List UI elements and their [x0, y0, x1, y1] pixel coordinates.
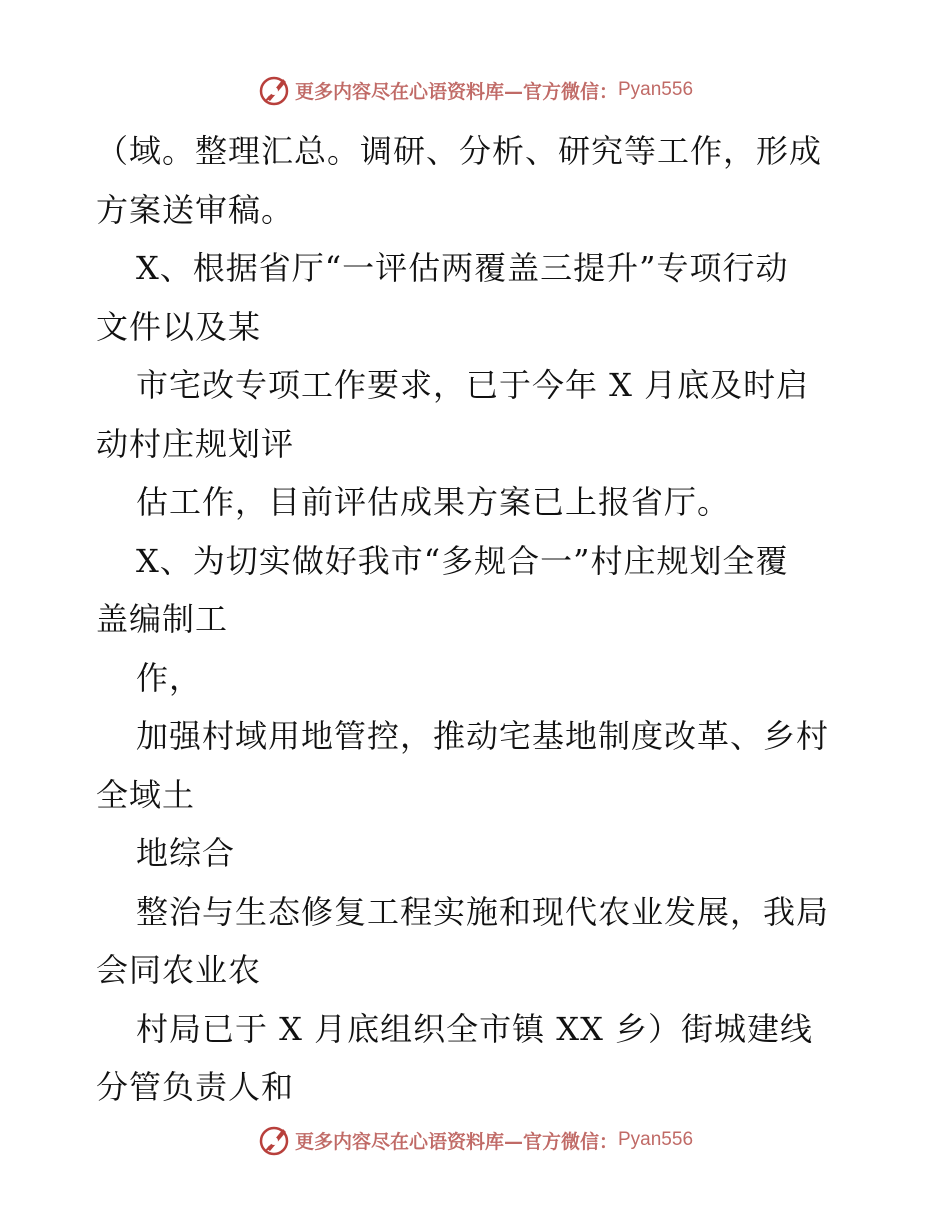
text-line: 加强村域用地管控，推动宅基地制度改革、乡村 — [136, 717, 830, 755]
text-line: （域。整理汇总。调研、分析、研究等工作，形成 — [96, 132, 823, 170]
text-line: 村局已于 X 月底组织全市镇 XX 乡）街城建线 — [136, 1009, 814, 1048]
text-line: 市宅改专项工作要求，已于今年 X 月底及时启 — [136, 366, 810, 404]
footer-banner — [0, 1120, 950, 1160]
feather-pen-circle-icon — [257, 73, 291, 107]
text-line: 全域土 — [96, 775, 196, 814]
feather-pen-circle-icon — [257, 1123, 291, 1157]
banner-text: 更多内容尽在心语资料库—官方微信： — [294, 80, 618, 103]
text-line: 会同农业农 — [96, 951, 262, 989]
header-banner — [0, 70, 950, 110]
text-line: 动村庄规划评 — [96, 424, 295, 463]
document-body — [96, 122, 856, 1117]
text-line: 方案送审稿。 — [96, 190, 295, 229]
text-line: X、根据省厅“一评估两覆盖三提升”专项行动 — [136, 249, 789, 287]
wechat-id: Pyan556 — [618, 1129, 694, 1150]
text-line: 整治与生态修复工程实施和现代农业发展，我局 — [136, 892, 830, 931]
text-line: 文件以及某 — [96, 307, 262, 346]
banner-text: 更多内容尽在心语资料库—官方微信： — [294, 1130, 618, 1153]
text-line: 盖编制工 — [96, 600, 229, 638]
text-line: 分管负责人和 — [96, 1068, 295, 1106]
text-line: X、为切实做好我市“多规合一”村庄规划全覆 — [136, 541, 789, 580]
text-line: 地综合 — [136, 834, 236, 872]
text-line: 估工作，目前评估成果方案已上报省厅。 — [136, 483, 731, 521]
text-line: 作， — [136, 658, 203, 697]
wechat-id: Pyan556 — [618, 79, 694, 100]
